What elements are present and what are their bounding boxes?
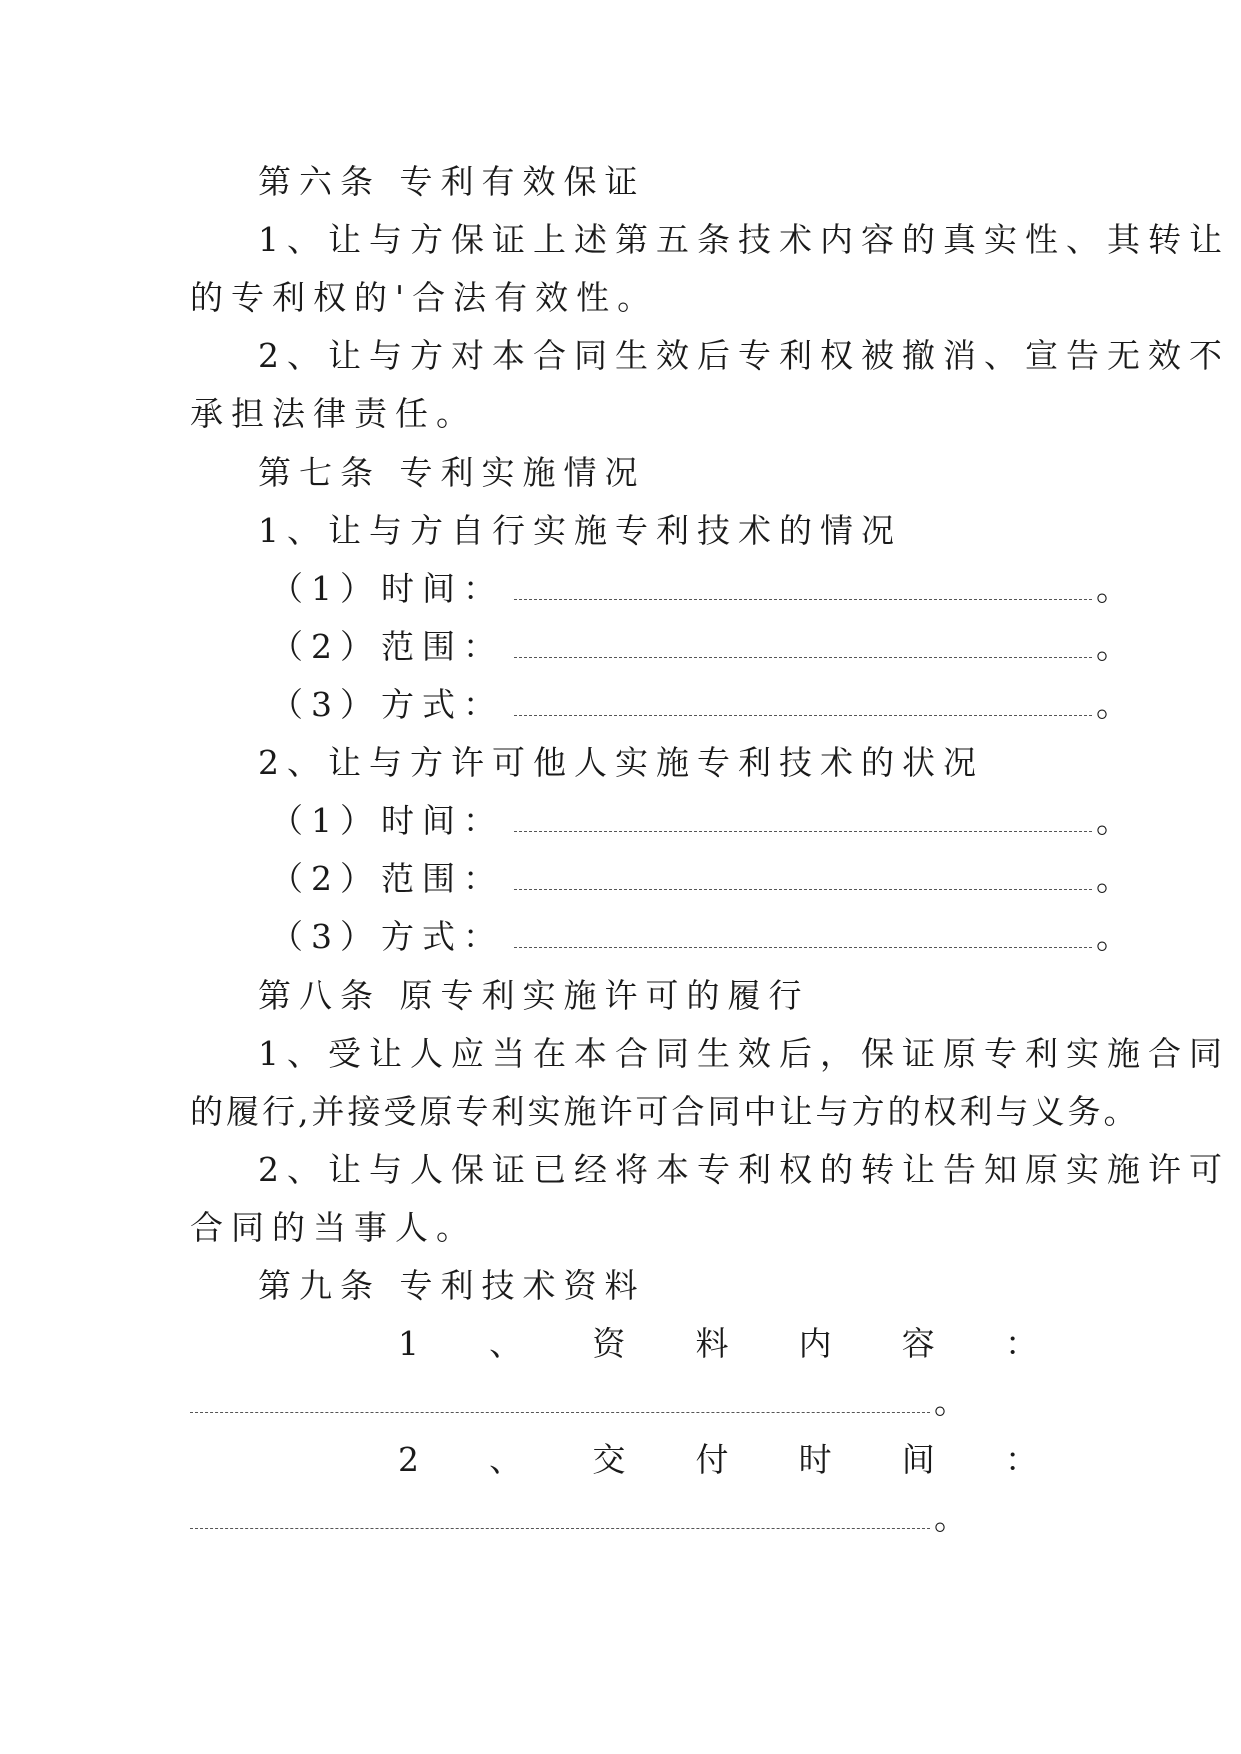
field-label: （3）方式： xyxy=(270,917,504,956)
char: 1 xyxy=(398,1324,419,1363)
article8-heading: 第八条 原专利实施许可的履行 xyxy=(258,976,810,1015)
fill-in-blank[interactable] xyxy=(514,685,1092,716)
char: 时 xyxy=(798,1440,832,1479)
article7-others-time-row xyxy=(270,799,1137,843)
field-label: （3）方式： xyxy=(270,685,504,724)
article7-others-title: 2、让与方许可他人实施专利技术的状况 xyxy=(258,743,984,782)
article9-item1-blank-row xyxy=(190,1380,967,1424)
article7-self-time-row xyxy=(270,567,1137,611)
fill-in-blank[interactable] xyxy=(190,1498,930,1529)
fill-in-blank[interactable] xyxy=(514,627,1092,658)
field-label: （2）范围： xyxy=(270,627,504,666)
article7-heading: 第七条 专利实施情况 xyxy=(258,453,646,492)
fill-in-blank[interactable] xyxy=(190,1382,930,1413)
field-label: （1）时间： xyxy=(270,801,504,840)
period: 。 xyxy=(1096,627,1137,666)
article8-p2-line1: 2、让与人保证已经将本专利权的转让告知原实施许可 xyxy=(258,1150,1230,1189)
article9-item1-label xyxy=(398,1322,1038,1366)
article9-item2-blank-row xyxy=(190,1496,967,1540)
period: 。 xyxy=(1096,917,1137,956)
char: 、 xyxy=(489,1440,523,1479)
char: 间 xyxy=(901,1440,935,1479)
fill-in-blank[interactable] xyxy=(514,917,1092,948)
article6-p1-line2: 的专利权的'合法有效性。 xyxy=(190,278,659,317)
field-label: （2）范围： xyxy=(270,859,504,898)
article7-self-scope-row xyxy=(270,625,1137,669)
article8-p1-line1: 1、受让人应当在本合同生效后，保证原专利实施合同 xyxy=(258,1034,1230,1073)
article8-p1-line2: 的履行,并接受原专利实施许可合同中让与方的权利与义务。 xyxy=(190,1092,1140,1131)
article9-item2-label xyxy=(398,1438,1038,1482)
article7-others-scope-row xyxy=(270,857,1137,901)
char: 交 xyxy=(592,1440,626,1479)
period: 。 xyxy=(1096,685,1137,724)
article6-p2-line2: 承担法律责任。 xyxy=(190,394,477,433)
period: 。 xyxy=(1096,801,1137,840)
article9-heading: 第九条 专利技术资料 xyxy=(258,1266,646,1305)
article8-p2-line2: 合同的当事人。 xyxy=(190,1208,477,1247)
char: 2 xyxy=(398,1440,419,1479)
article7-others-method-row xyxy=(270,915,1137,959)
period: 。 xyxy=(934,1498,967,1537)
article7-self-method-row xyxy=(270,683,1137,727)
char: 料 xyxy=(695,1324,729,1363)
fill-in-blank[interactable] xyxy=(514,569,1092,600)
char: ： xyxy=(1004,1440,1038,1479)
char: 资 xyxy=(592,1324,626,1363)
fill-in-blank[interactable] xyxy=(514,801,1092,832)
char: ： xyxy=(1004,1324,1038,1363)
char: 内 xyxy=(798,1324,832,1363)
char: 、 xyxy=(489,1324,523,1363)
period: 。 xyxy=(1096,859,1137,898)
fill-in-blank[interactable] xyxy=(514,859,1092,890)
article6-p2-line1: 2、让与方对本合同生效后专利权被撤消、宣告无效不 xyxy=(258,336,1230,375)
field-label: （1）时间： xyxy=(270,569,504,608)
article6-heading: 第六条 专利有效保证 xyxy=(258,162,646,201)
article7-self-title: 1、让与方自行实施专利技术的情况 xyxy=(258,511,902,550)
char: 付 xyxy=(695,1440,729,1479)
char: 容 xyxy=(901,1324,935,1363)
article6-p1-line1: 1、让与方保证上述第五条技术内容的真实性、其转让 xyxy=(258,220,1230,259)
period: 。 xyxy=(934,1382,967,1421)
period: 。 xyxy=(1096,569,1137,608)
